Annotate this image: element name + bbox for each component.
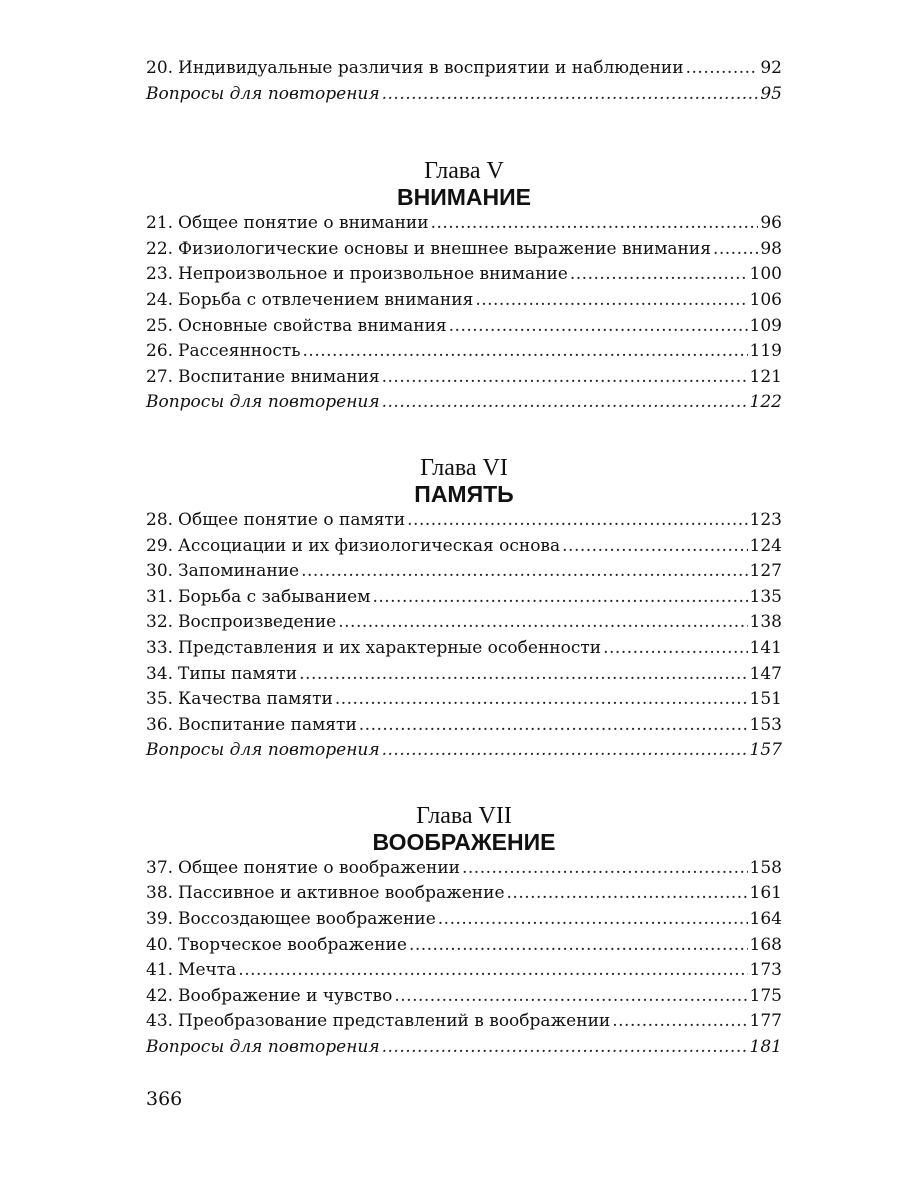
entry-page: 135 xyxy=(749,586,782,607)
toc-entry xyxy=(146,881,782,907)
toc-entry xyxy=(146,662,782,688)
dot-leader xyxy=(238,958,747,984)
entry-number: 21. xyxy=(146,213,174,234)
dot-leader xyxy=(462,856,748,882)
toc-entry xyxy=(146,508,782,534)
toc-entry xyxy=(146,339,782,365)
toc-entry xyxy=(146,534,782,560)
entry-number: 25. xyxy=(146,315,174,336)
entry-title: Ассоциации и их физиологическая основа xyxy=(178,535,561,556)
review-page: 122 xyxy=(749,392,782,413)
dot-leader xyxy=(713,237,758,263)
entry-number: 26. xyxy=(146,341,174,362)
entry-number: 31. xyxy=(146,586,174,607)
entry-page: 100 xyxy=(749,264,782,285)
entry-title: Основные свойства внимания xyxy=(178,315,447,336)
review-title: Вопросы для повторения xyxy=(146,740,380,761)
entry-number: 29. xyxy=(146,535,174,556)
review-entry xyxy=(146,738,782,764)
toc-entry xyxy=(146,687,782,713)
entry-page: 168 xyxy=(749,934,782,955)
chapter-title: ВНИМАНИЕ xyxy=(396,184,531,211)
dot-leader xyxy=(359,713,748,739)
entry-number: 20. xyxy=(146,58,174,78)
entry-page: 119 xyxy=(749,341,782,362)
entry-title: Качества памяти xyxy=(178,689,333,710)
dot-leader xyxy=(409,933,748,959)
review-entry xyxy=(146,1035,782,1061)
entry-number: 43. xyxy=(146,1011,174,1032)
dot-leader xyxy=(475,288,747,314)
chapter-label: Глава VII xyxy=(416,802,512,829)
toc-entry xyxy=(146,1009,782,1035)
dot-leader xyxy=(507,881,748,907)
entry-page: 173 xyxy=(749,960,782,981)
toc-entry xyxy=(146,56,782,82)
dot-leader xyxy=(372,585,747,611)
dot-leader xyxy=(382,1035,748,1061)
toc-entry xyxy=(146,636,782,662)
dot-leader xyxy=(407,508,747,534)
entry-number: 27. xyxy=(146,366,174,387)
chapter-label: Глава VI xyxy=(420,454,508,481)
entry-title: Общее понятие о воображении xyxy=(178,857,460,878)
entry-page: 151 xyxy=(749,689,782,710)
toc-entry xyxy=(146,365,782,391)
entry-number: 28. xyxy=(146,509,174,530)
entry-number: 36. xyxy=(146,714,174,735)
entry-title: Непроизвольное и произвольное внимание xyxy=(178,264,568,285)
dot-leader xyxy=(338,610,747,636)
entry-page: 96 xyxy=(760,213,782,234)
chapter-label: Глава V xyxy=(424,158,504,185)
review-entry xyxy=(146,82,782,108)
dot-leader xyxy=(431,211,759,237)
entry-number: 24. xyxy=(146,289,174,310)
toc-entry xyxy=(146,610,782,636)
toc-page xyxy=(146,56,782,1111)
entry-number: 38. xyxy=(146,883,174,904)
entry-page: 141 xyxy=(749,637,782,658)
review-title: Вопросы для повторения xyxy=(146,1037,380,1058)
entry-title: Мечта xyxy=(178,960,237,981)
toc-entry xyxy=(146,314,782,340)
toc-entry xyxy=(146,984,782,1010)
toc-entry xyxy=(146,237,782,263)
chapter-heading xyxy=(146,456,782,508)
toc-entry xyxy=(146,933,782,959)
entry-page: 109 xyxy=(749,315,782,336)
toc-entry xyxy=(146,713,782,739)
dot-leader xyxy=(603,636,747,662)
dot-leader xyxy=(303,339,748,365)
entry-number: 34. xyxy=(146,663,174,684)
chapter-heading xyxy=(146,804,782,856)
entry-page: 106 xyxy=(749,289,782,310)
entry-page: 138 xyxy=(749,612,782,633)
entry-page: 164 xyxy=(749,909,782,930)
dot-leader xyxy=(335,687,748,713)
review-page: 181 xyxy=(749,1037,782,1058)
toc-entry xyxy=(146,262,782,288)
entry-title: Воображение и чувство xyxy=(178,985,393,1006)
review-page: 95 xyxy=(760,83,782,104)
entry-title: Творческое воображение xyxy=(178,934,407,955)
dot-leader xyxy=(301,559,747,585)
entry-page: 153 xyxy=(749,714,782,735)
dot-leader xyxy=(382,365,748,391)
entry-title: Рассеянность xyxy=(178,341,301,362)
entry-title: Представления и их характерные особенности xyxy=(178,637,602,658)
entry-page: 123 xyxy=(749,509,782,530)
page-number: 366 xyxy=(146,1087,183,1110)
entry-number: 32. xyxy=(146,612,174,633)
entry-number: 30. xyxy=(146,561,174,582)
entry-number: 40. xyxy=(146,934,174,955)
dot-leader xyxy=(438,907,748,933)
entry-number: 23. xyxy=(146,264,174,285)
entry-number: 35. xyxy=(146,689,174,710)
entry-title: Воспитание внимания xyxy=(178,366,380,387)
toc-entry xyxy=(146,559,782,585)
review-title: Вопросы для повторения xyxy=(146,83,380,104)
entry-title: Типы памяти xyxy=(178,663,298,684)
entry-number: 33. xyxy=(146,637,174,658)
entry-title: Общее понятие о внимании xyxy=(178,213,429,234)
entry-page: 92 xyxy=(760,58,782,78)
entry-title: Воспитание памяти xyxy=(178,714,357,735)
entry-title: Воссоздающее воображение xyxy=(178,909,436,930)
entry-number: 37. xyxy=(146,857,174,878)
review-page: 157 xyxy=(749,740,782,761)
entry-title: Запоминание xyxy=(178,561,300,582)
entry-page: 98 xyxy=(760,238,782,259)
entry-page: 175 xyxy=(749,985,782,1006)
entry-page: 124 xyxy=(749,535,782,556)
entry-page: 127 xyxy=(749,561,782,582)
entry-title: Борьба с отвлечением внимания xyxy=(178,289,474,310)
dot-leader xyxy=(382,390,748,416)
entry-page: 177 xyxy=(749,1011,782,1032)
entry-title: Пассивное и активное воображение xyxy=(178,883,505,904)
toc-entry xyxy=(146,211,782,237)
toc-entry xyxy=(146,288,782,314)
dot-leader xyxy=(394,984,747,1010)
entry-title: Физиологические основы и внешнее выражение внимания xyxy=(178,238,711,259)
dot-leader xyxy=(686,56,759,82)
entry-number: 42. xyxy=(146,985,174,1006)
entry-title: Борьба с забыванием xyxy=(178,586,371,607)
entry-page: 121 xyxy=(749,366,782,387)
chapter-heading xyxy=(146,159,782,211)
entry-title: Индивидуальные различия в восприятии и наблюдении xyxy=(178,58,684,78)
chapter-title: ПАМЯТЬ xyxy=(414,480,514,507)
dot-leader xyxy=(382,738,748,764)
toc-entry xyxy=(146,856,782,882)
entry-title: Воспроизведение xyxy=(178,612,337,633)
toc-entry xyxy=(146,907,782,933)
review-entry xyxy=(146,390,782,416)
toc-entry xyxy=(146,585,782,611)
dot-leader xyxy=(382,82,759,108)
dot-leader xyxy=(449,314,748,340)
chapter-title: ВООБРАЖЕНИЕ xyxy=(372,828,556,855)
dot-leader xyxy=(562,534,747,560)
toc-entry xyxy=(146,958,782,984)
entry-page: 147 xyxy=(749,663,782,684)
entry-page: 161 xyxy=(749,883,782,904)
entry-number: 39. xyxy=(146,909,174,930)
dot-leader xyxy=(299,662,747,688)
entry-page: 158 xyxy=(749,857,782,878)
dot-leader xyxy=(570,262,748,288)
dot-leader xyxy=(612,1009,747,1035)
entry-number: 41. xyxy=(146,960,174,981)
entry-number: 22. xyxy=(146,238,174,259)
entry-title: Преобразование представлений в воображении xyxy=(178,1011,611,1032)
review-title: Вопросы для повторения xyxy=(146,392,380,413)
entry-title: Общее понятие о памяти xyxy=(178,509,406,530)
